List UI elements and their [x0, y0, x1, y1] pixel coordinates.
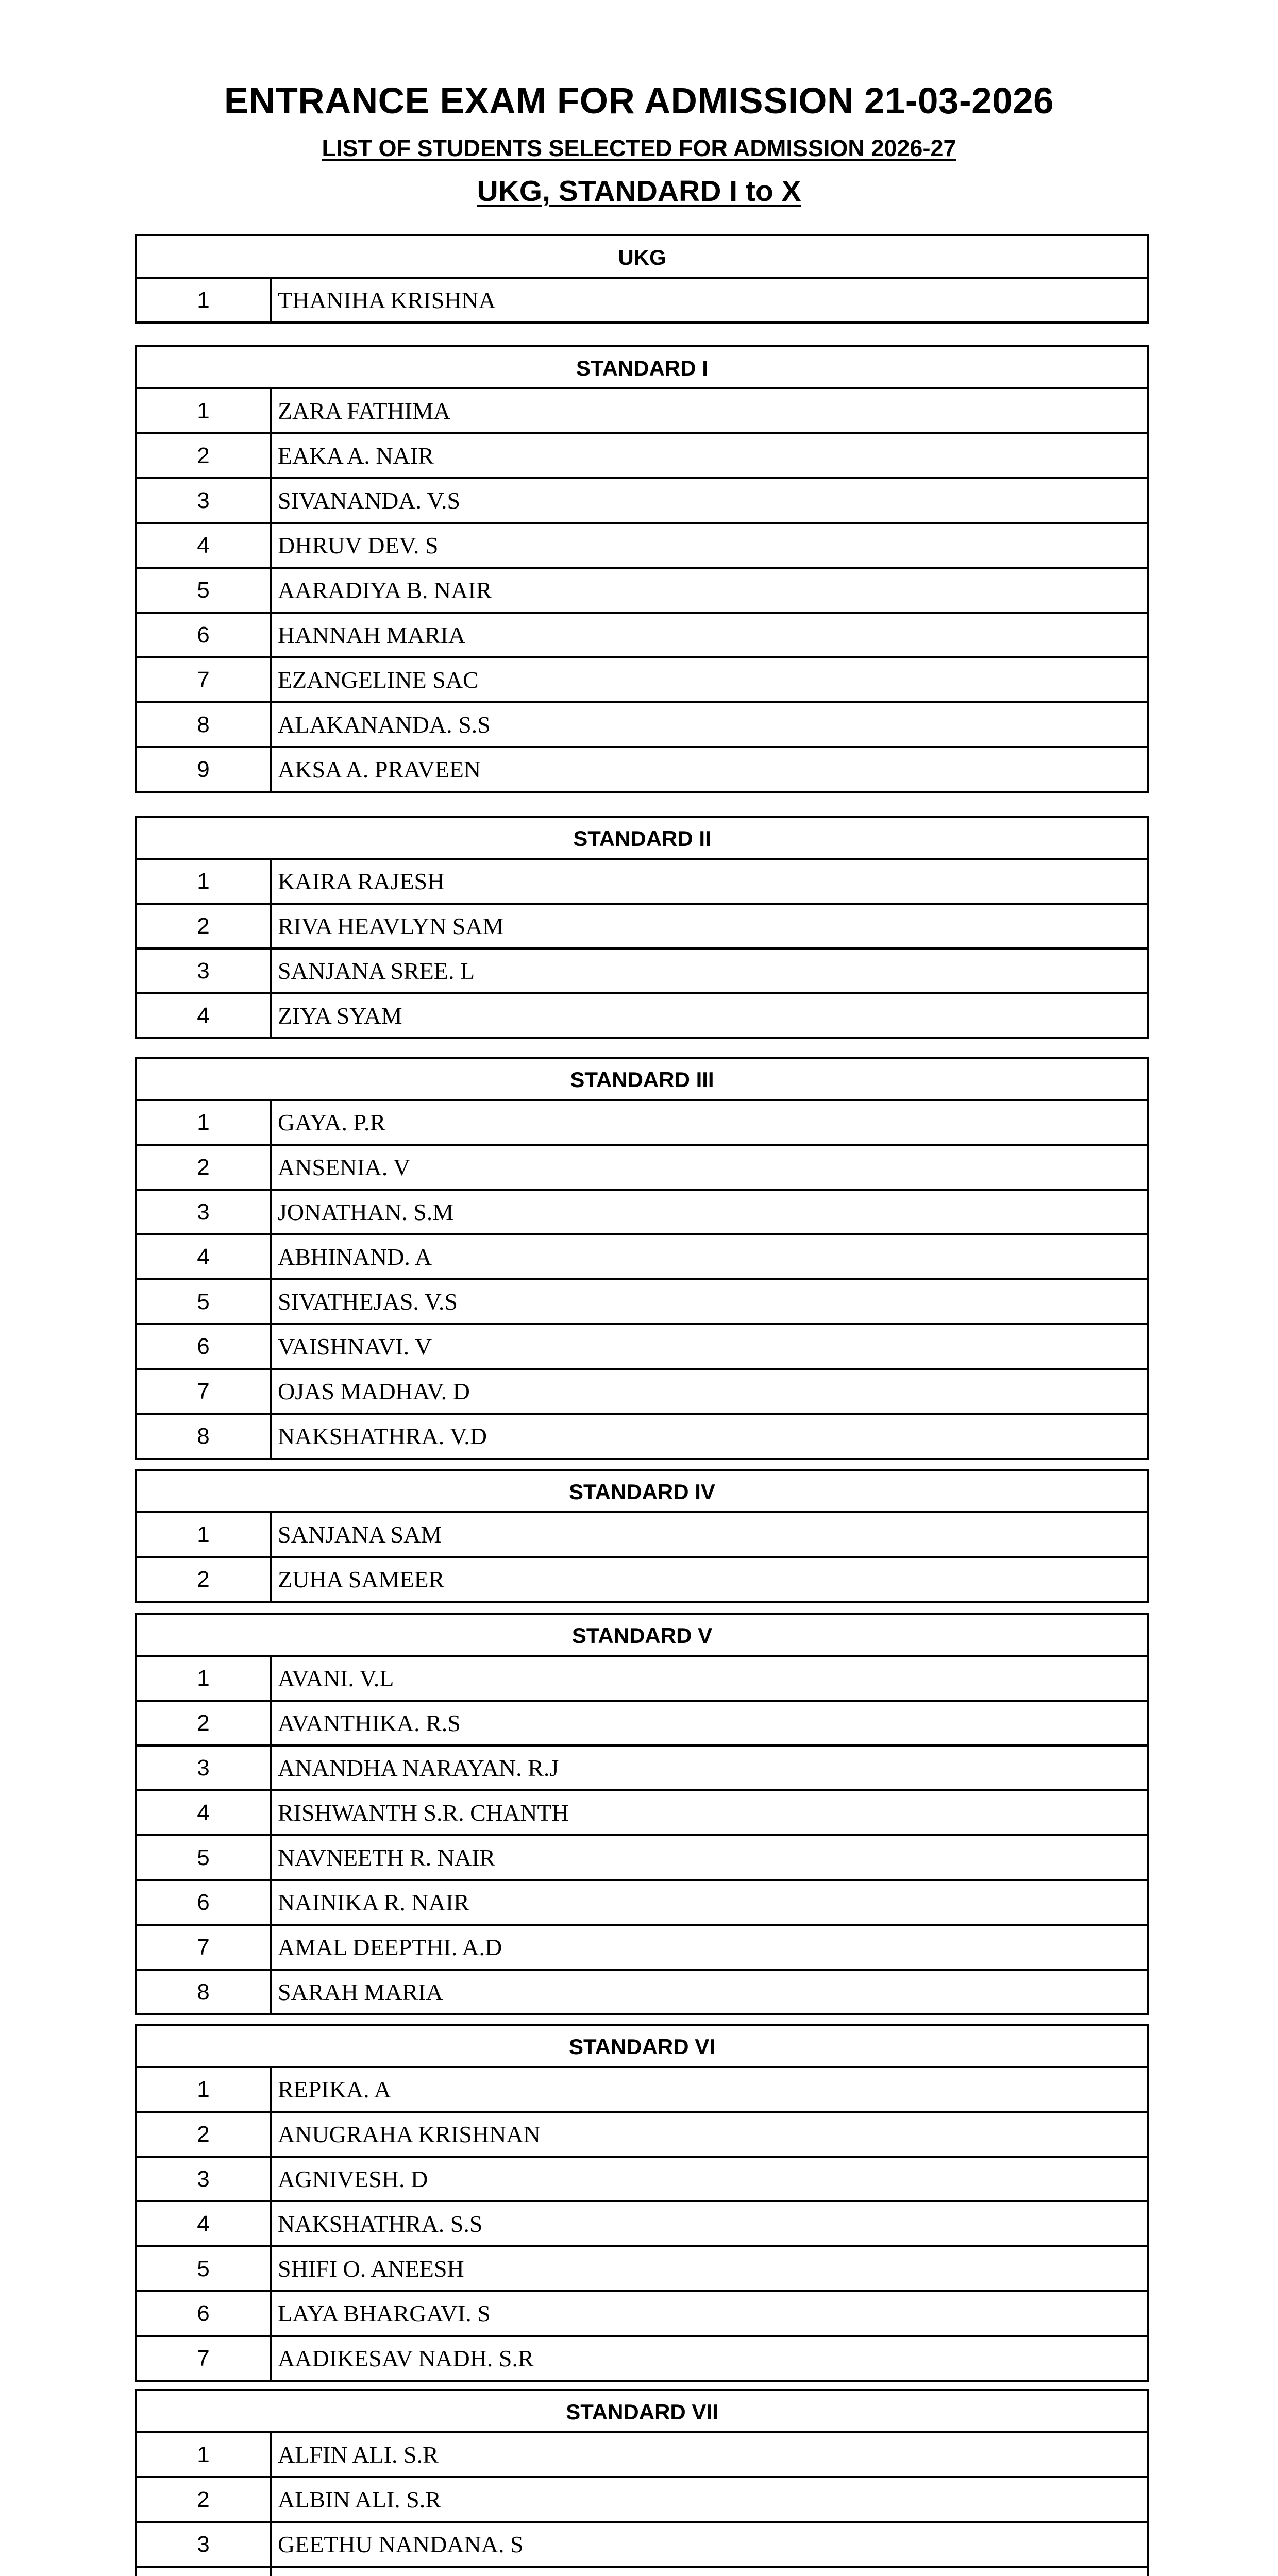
student-name: AKSA A. PRAVEEN — [278, 756, 481, 783]
student-row — [137, 1702, 1147, 1747]
page-subtitle: LIST OF STUDENTS SELECTED FOR ADMISSION 2026-27 — [322, 135, 956, 161]
student-row — [137, 658, 1147, 703]
student-name: GAYA. P.R — [278, 1109, 386, 1136]
student-row — [137, 2113, 1147, 2158]
student-name: SIVATHEJAS. V.S — [278, 1289, 458, 1315]
section-table — [135, 1469, 1149, 1603]
serial-number: 7 — [137, 1926, 272, 1969]
student-row — [137, 569, 1147, 614]
serial-number: 4 — [137, 994, 272, 1037]
serial-number: 2 — [137, 2478, 272, 2521]
student-row — [137, 1881, 1147, 1926]
page-title: ENTRANCE EXAM FOR ADMISSION 21-03-2026 — [224, 81, 1054, 122]
serial-number — [137, 2568, 272, 2576]
section-table — [135, 345, 1149, 793]
student-name: AVANI. V.L — [278, 1665, 394, 1691]
student-row — [137, 994, 1147, 1037]
student-row — [137, 1836, 1147, 1881]
serial-number: 2 — [137, 1146, 272, 1189]
student-name: RIVA HEAVLYN SAM — [278, 913, 504, 939]
student-name: AGNIVESH. D — [278, 2166, 428, 2192]
student-name: LAYA BHARGAVI. S — [278, 2300, 491, 2327]
student-name: RISHWANTH S.R. CHANTH — [278, 1800, 569, 1826]
student-row — [137, 1325, 1147, 1370]
student-name: SARAH MARIA — [278, 1979, 443, 2005]
student-row — [137, 1101, 1147, 1146]
student-name: EAKA A. NAIR — [278, 443, 434, 469]
section-title: UKG — [137, 236, 1147, 279]
section-table — [135, 1613, 1149, 2015]
section-table — [135, 1057, 1149, 1460]
serial-number: 1 — [137, 389, 272, 432]
section-title: STANDARD II — [137, 818, 1147, 860]
student-name: ZARA FATHIMA — [278, 398, 451, 424]
student-row — [137, 1415, 1147, 1458]
serial-number: 1 — [137, 2068, 272, 2111]
student-row — [137, 1657, 1147, 1702]
serial-number: 5 — [137, 2247, 272, 2290]
section-title: STANDARD VII — [137, 2391, 1147, 2433]
serial-number: 5 — [137, 1836, 272, 1879]
serial-number: 2 — [137, 434, 272, 477]
student-name: SHIFI O. ANEESH — [278, 2256, 464, 2282]
student-row — [137, 2292, 1147, 2337]
student-name: HANNAH MARIA — [278, 622, 466, 648]
student-name: ALFIN ALI. S.R — [278, 2442, 439, 2468]
student-row — [137, 2568, 1147, 2576]
serial-number: 2 — [137, 905, 272, 947]
student-row — [137, 1513, 1147, 1558]
student-row — [137, 950, 1147, 994]
serial-number: 8 — [137, 703, 272, 746]
student-name: NAKSHATHRA. V.D — [278, 1423, 487, 1449]
student-name: SANJANA SAM — [278, 1521, 442, 1548]
student-name: EZANGELINE SAC — [278, 667, 479, 693]
section-title: STANDARD III — [137, 1059, 1147, 1101]
serial-number: 6 — [137, 1325, 272, 1368]
student-name: ALAKANANDA. S.S — [278, 711, 491, 738]
section-table — [135, 2024, 1149, 2382]
serial-number: 1 — [137, 2433, 272, 2476]
serial-number: 9 — [137, 748, 272, 791]
student-row — [137, 1235, 1147, 1280]
section-title: STANDARD V — [137, 1615, 1147, 1657]
student-name: ALBIN ALI. S.R — [278, 2486, 441, 2513]
student-name: NAINIKA R. NAIR — [278, 1889, 469, 1916]
student-row — [137, 434, 1147, 479]
student-name: NAVNEETH R. NAIR — [278, 1844, 496, 1871]
student-row — [137, 1791, 1147, 1836]
serial-number: 3 — [137, 950, 272, 992]
student-name: ZUHA SAMEER — [278, 1566, 445, 1592]
student-row — [137, 1280, 1147, 1325]
student-name: GEETHU NANDANA. S — [278, 2531, 524, 2557]
student-name: KAIRA RAJESH — [278, 868, 445, 894]
serial-number: 3 — [137, 479, 272, 522]
serial-number: 8 — [137, 1971, 272, 2013]
serial-number: 1 — [137, 1657, 272, 1700]
student-name: AVANTHIKA. R.S — [278, 1710, 461, 1736]
student-name: ANANDHA NARAYAN. R.J — [278, 1755, 559, 1781]
student-name: JONATHAN. S.M — [278, 1199, 454, 1225]
student-row — [137, 703, 1147, 748]
serial-number: 3 — [137, 1191, 272, 1233]
student-row — [137, 2247, 1147, 2292]
class-range-heading: UKG, STANDARD I to X — [477, 175, 801, 208]
student-row — [137, 1191, 1147, 1235]
section-table — [135, 816, 1149, 1039]
section-title: STANDARD I — [137, 347, 1147, 389]
serial-number: 3 — [137, 2158, 272, 2200]
student-name: AARADIYA B. NAIR — [278, 577, 492, 603]
student-name: SANJANA SREE. L — [278, 958, 475, 984]
serial-number: 3 — [137, 1747, 272, 1789]
student-row — [137, 1146, 1147, 1191]
serial-number: 7 — [137, 658, 272, 701]
student-name: ZIYA SYAM — [278, 1003, 402, 1029]
student-row — [137, 748, 1147, 791]
student-name: REPIKA. A — [278, 2076, 391, 2103]
serial-number: 3 — [137, 2523, 272, 2566]
student-row — [137, 614, 1147, 658]
student-row — [137, 1370, 1147, 1415]
serial-number: 1 — [137, 279, 272, 321]
student-row — [137, 279, 1147, 321]
serial-number: 4 — [137, 2202, 272, 2245]
student-row — [137, 1747, 1147, 1791]
student-name: SIVANANDA. V.S — [278, 487, 461, 514]
serial-number: 1 — [137, 1513, 272, 1556]
serial-number: 1 — [137, 860, 272, 903]
student-name: THANIHA KRISHNA — [278, 287, 496, 313]
section-title: STANDARD IV — [137, 1471, 1147, 1513]
student-row — [137, 905, 1147, 950]
student-name: DHRUV DEV. S — [278, 532, 439, 558]
serial-number: 6 — [137, 2292, 272, 2335]
student-row — [137, 2433, 1147, 2478]
serial-number: 7 — [137, 1370, 272, 1413]
student-row — [137, 389, 1147, 434]
serial-number: 7 — [137, 2337, 272, 2380]
student-row — [137, 2202, 1147, 2247]
serial-number: 2 — [137, 2113, 272, 2156]
student-row — [137, 1558, 1147, 1601]
serial-number: 2 — [137, 1702, 272, 1744]
student-name: ABHINAND. A — [278, 1244, 432, 1270]
section-table — [135, 234, 1149, 324]
student-name: ANUGRAHA KRISHNAN — [278, 2121, 541, 2147]
serial-number: 8 — [137, 1415, 272, 1458]
serial-number: 4 — [137, 1791, 272, 1834]
student-row — [137, 1971, 1147, 2013]
serial-number: 4 — [137, 1235, 272, 1278]
serial-number: 5 — [137, 1280, 272, 1323]
student-row — [137, 479, 1147, 524]
student-row — [137, 860, 1147, 905]
student-row — [137, 2478, 1147, 2523]
student-row — [137, 1926, 1147, 1971]
student-name: ANSENIA. V — [278, 1154, 411, 1180]
student-name: OJAS MADHAV. D — [278, 1378, 470, 1404]
student-name — [272, 2568, 1147, 2576]
section-title: STANDARD VI — [137, 2026, 1147, 2068]
serial-number: 5 — [137, 569, 272, 612]
serial-number: 6 — [137, 1881, 272, 1924]
student-name: AMAL DEEPTHI. A.D — [278, 1934, 502, 1960]
student-row — [137, 2158, 1147, 2202]
student-row — [137, 2523, 1147, 2568]
section-table — [135, 2389, 1149, 2576]
student-name: NAKSHATHRA. S.S — [278, 2211, 483, 2237]
student-row — [137, 524, 1147, 569]
serial-number: 2 — [137, 1558, 272, 1601]
student-row — [137, 2068, 1147, 2113]
serial-number: 4 — [137, 524, 272, 567]
student-row — [137, 2337, 1147, 2380]
student-name: AADIKESAV NADH. S.R — [278, 2345, 534, 2371]
serial-number: 1 — [137, 1101, 272, 1144]
serial-number: 6 — [137, 614, 272, 656]
student-name: VAISHNAVI. V — [278, 1333, 432, 1360]
